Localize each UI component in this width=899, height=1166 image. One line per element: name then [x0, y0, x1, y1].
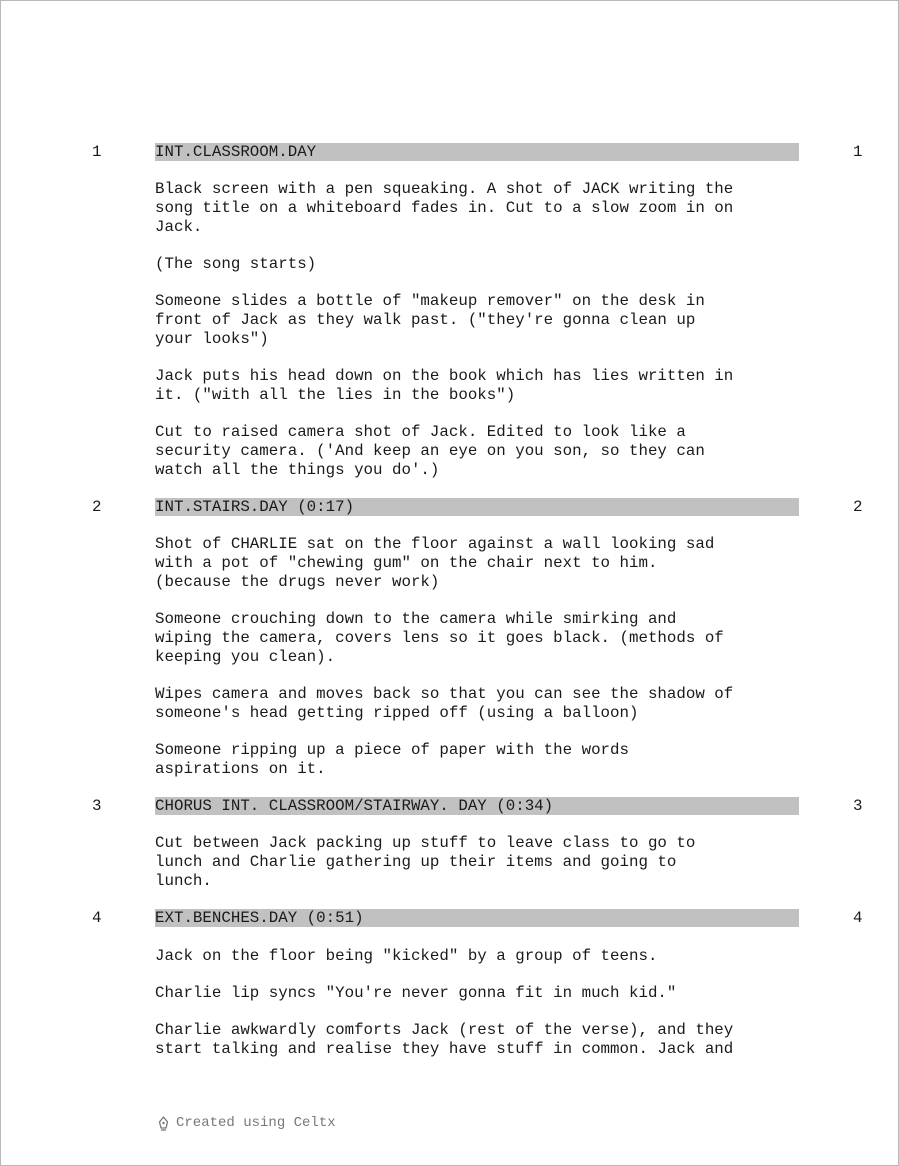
- action-paragraph: Charlie lip syncs "You're never gonna fit in much kid.": [155, 984, 677, 1002]
- scene-heading: INT.STAIRS.DAY (0:17): [155, 498, 799, 516]
- action-paragraph: Someone crouching down to the camera while smirking and wiping the camera, covers lens so it goes black. (methods of keeping you clean).: [155, 610, 724, 666]
- scene-heading: INT.CLASSROOM.DAY: [155, 143, 799, 161]
- scene-number-left: 1: [92, 143, 102, 161]
- scene-number-right: 1: [853, 143, 863, 161]
- scene-number-right: 2: [853, 498, 863, 516]
- action-paragraph: Jack puts his head down on the book which has lies written in it. ("with all the lies in the books"): [155, 367, 734, 404]
- action-paragraph: Jack on the floor being "kicked" by a group of teens.: [155, 947, 658, 965]
- scene-number-right: 4: [853, 909, 863, 927]
- celtx-footer: [158, 1114, 336, 1132]
- scene-heading: CHORUS INT. CLASSROOM/STAIRWAY. DAY (0:34): [155, 797, 799, 815]
- footer-text: Created using Celtx: [176, 1115, 336, 1131]
- action-paragraph: Wipes camera and moves back so that you can see the shadow of someone's head getting ripped off (using a balloon): [155, 685, 734, 722]
- scene-number-right: 3: [853, 797, 863, 815]
- scene-number-left: 3: [92, 797, 102, 815]
- action-paragraph: Cut to raised camera shot of Jack. Edited to look like a security camera. ('And keep an eye on you son, so they can watch all the things you do'.): [155, 423, 705, 479]
- action-paragraph: Cut between Jack packing up stuff to leave class to go to lunch and Charlie gathering up their items and going to lunch.: [155, 834, 696, 890]
- action-paragraph: Charlie awkwardly comforts Jack (rest of the verse), and they start talking and realise they have stuff in common. Jack and: [155, 1021, 734, 1058]
- scene-number-left: 2: [92, 498, 102, 516]
- action-paragraph: Shot of CHARLIE sat on the floor against a wall looking sad with a pot of "chewing gum" on the chair next to him. (because the drugs never work): [155, 535, 715, 591]
- action-paragraph: Black screen with a pen squeaking. A shot of JACK writing the song title on a whiteboard fades in. Cut to a slow zoom in on Jack.: [155, 180, 734, 236]
- celtx-pen-icon: [158, 1116, 169, 1131]
- action-paragraph: (The song starts): [155, 255, 317, 273]
- action-paragraph: Someone slides a bottle of "makeup remover" on the desk in front of Jack as they walk past. ("they're gonna clean up your looks"): [155, 292, 705, 348]
- scene-number-left: 4: [92, 909, 102, 927]
- action-paragraph: Someone ripping up a piece of paper with the words aspirations on it.: [155, 741, 629, 778]
- scene-heading: EXT.BENCHES.DAY (0:51): [155, 909, 799, 927]
